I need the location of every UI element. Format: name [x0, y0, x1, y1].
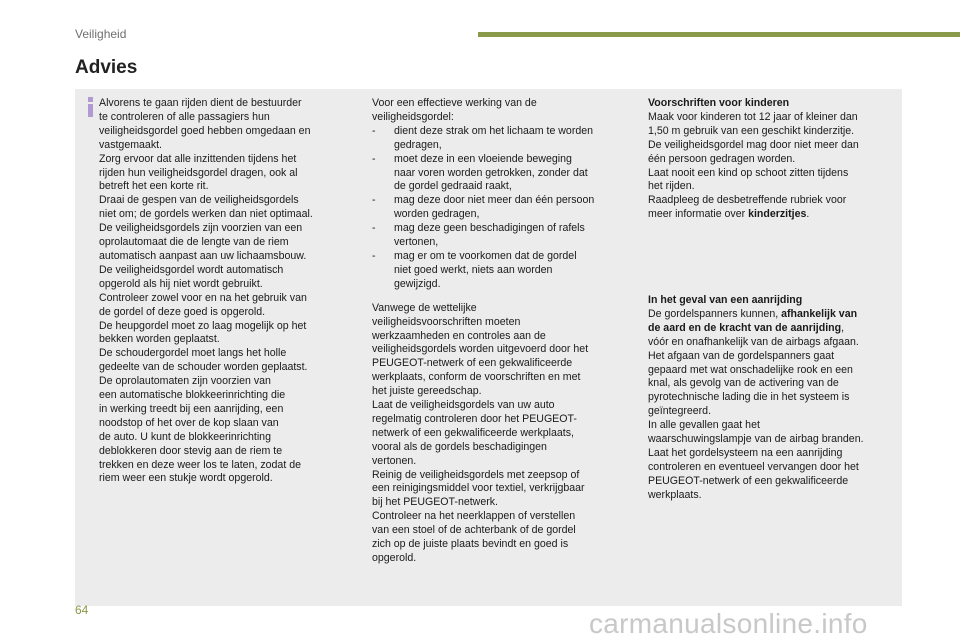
- collision-line: vóór en onafhankelijk van de airbags afgaan.: [648, 335, 859, 348]
- advice-line: te controleren of alle passagiers hun: [99, 110, 270, 123]
- maintenance-line: Vanwege de wettelijke: [372, 301, 477, 314]
- list-item-line: worden gedragen,: [394, 208, 480, 221]
- maintenance-line: het juiste gereedschap.: [372, 385, 482, 398]
- advice-line: automatisch aanpast aan uw lichaamsbouw.: [99, 249, 307, 262]
- collision-block: In het geval van een aanrijding De gordelspanners kunnen, afhankelijk van de aard en de kracht van de aanrijding, vóór en onafhankelijk van de airbags afgaan. Het afgaan van de gordelspanners gaat gepaard met wat onschadelijke rook en een knal, als gevolg van de activering van de pyrotechnische lading die in het systeem is geïntegreerd. In alle gevallen gaat het waarschuwingslampje van de airbag branden. Laat het gordelsysteem na een aanrijding controleren en eventueel vervangen door het PEUGEOT-netwerk of een gekwalificeerde werkplaats.: [648, 294, 900, 503]
- children-rule-line: De veiligheidsgordel mag door niet meer dan: [648, 138, 859, 151]
- maintenance-line: Reinig de veiligheidsgordels met zeepsop of: [372, 468, 580, 481]
- list-item-line: naar voren worden getrokken, zonder dat: [394, 166, 588, 179]
- advice-line: De veiligheidsgordels zijn voorzien van een: [99, 222, 303, 235]
- maintenance-line: een reinigingsmiddel voor textiel, verkrijgbaar: [372, 482, 585, 495]
- collision-line: waarschuwingslampje van de airbag branden.: [648, 433, 864, 446]
- list-item: [372, 222, 630, 250]
- advice-line: in werking treedt bij een aanrijding, een: [99, 402, 284, 415]
- list-item-line: mag deze geen beschadigingen of rafels: [394, 222, 585, 235]
- children-rule-line: Raadpleeg de desbetreffende rubriek voor: [648, 194, 847, 207]
- page-title: Advies: [75, 57, 138, 78]
- header-accent-bar: [478, 32, 960, 37]
- maintenance-line: vertonen.: [372, 454, 417, 467]
- advice-line: riem weer een stukje wordt opgerold.: [99, 472, 273, 485]
- children-rule-line: het rijden.: [648, 180, 695, 193]
- list-item-line: vertonen,: [394, 236, 439, 249]
- maintenance-line: zich op de juiste plaats bevindt en goed is: [372, 538, 569, 551]
- advice-line: veiligheidsgordel goed hebben omgedaan en: [99, 124, 311, 137]
- list-item-line: gedragen,: [394, 138, 442, 151]
- advice-line: Controleer zowel voor en na het gebruik van: [99, 291, 307, 304]
- info-icon: [86, 97, 95, 117]
- advice-line: deblokkeren door stevig aan de riem te: [99, 444, 283, 457]
- advice-line: niet om; de gordels werken dan niet optimaal.: [99, 208, 313, 221]
- watermark: carmanualsonline.info: [589, 608, 868, 639]
- collision-line: Laat het gordelsysteem na een aanrijding: [648, 446, 843, 459]
- advice-line: trekken en deze weer los te laten, zodat de: [99, 458, 301, 471]
- list-item-line: de gordel gedraaid raakt,: [394, 180, 512, 193]
- dash-bullet: -: [372, 249, 376, 262]
- list-item: [372, 125, 630, 153]
- collision-line: Het afgaan van de gordelspanners gaat: [648, 349, 835, 362]
- dash-bullet: -: [372, 222, 376, 235]
- collision-line: werkplaats.: [648, 488, 702, 501]
- advice-line: De schoudergordel moet langs het holle: [99, 347, 287, 360]
- advice-line: rijden hun veiligheidsgordel dragen, ook al: [99, 166, 298, 179]
- collision-line: knal, als gevolg van de activering van de: [648, 377, 839, 390]
- children-rule-line: één persoon gedragen worden.: [648, 152, 796, 165]
- list-item: [372, 153, 630, 195]
- advice-line: Alvorens te gaan rijden dient de bestuurder: [99, 97, 302, 109]
- maintenance-line: PEUGEOT-netwerk of een gekwalificeerde: [372, 357, 573, 370]
- column-belt-usage: [372, 97, 630, 566]
- children-rules-block: [648, 97, 900, 222]
- kinderzitjes-link: kinderzitjes: [748, 208, 807, 221]
- maintenance-line: opgerold.: [372, 552, 417, 564]
- dash-bullet: -: [372, 194, 376, 207]
- list-item-line: mag deze door niet meer dan één persoon: [394, 194, 595, 207]
- dash-bullet: -: [372, 152, 376, 165]
- advice-line: opgerold als hij niet wordt gebruikt.: [99, 277, 263, 290]
- maintenance-line: werkplaats, conform de voorschriften en met: [372, 371, 581, 384]
- advice-line: De heupgordel moet zo laag mogelijk op het: [99, 319, 307, 332]
- maintenance-line: veiligheidsgordels worden uitgevoerd door het: [372, 343, 589, 356]
- belt-usage-list: [372, 125, 630, 292]
- maintenance-line: werkzaamheden en controles aan de: [372, 329, 546, 342]
- maintenance-line: netwerk of een gekwalificeerde werkplaats,: [372, 426, 574, 439]
- list-item-line: mag er om te voorkomen dat de gordel: [394, 249, 577, 262]
- advice-line: De veiligheidsgordel wordt automatisch: [99, 263, 284, 276]
- belt-maintenance-text: [372, 302, 630, 566]
- maintenance-line: regelmatig controleren door het PEUGEOT-: [372, 412, 577, 425]
- maintenance-line: bij het PEUGEOT-netwerk.: [372, 496, 498, 509]
- maintenance-line: Laat de veiligheidsgordels van uw auto: [372, 399, 555, 412]
- advice-line: gedeelte van de schouder worden geplaatst.: [99, 361, 308, 374]
- column-general-advice: [99, 97, 354, 486]
- maintenance-line: van een stoel of de achterbank of de gordel: [372, 524, 576, 537]
- section-label: Veiligheid: [75, 27, 127, 41]
- collision-line: PEUGEOT-netwerk of een gekwalificeerde: [648, 474, 849, 487]
- collision-line: controleren en eventueel vervangen door het: [648, 460, 859, 473]
- list-item: [372, 250, 630, 292]
- collision-line: geïntegreerd.: [648, 405, 712, 418]
- collision-line: gepaard met wat onschadelijke rook en een: [648, 363, 853, 376]
- list-item-line: moet deze in een vloeiende beweging: [394, 152, 572, 165]
- maintenance-line: vooral als de gordels beschadigingen: [372, 440, 547, 453]
- advice-line: Zorg ervoor dat alle inzittenden tijdens het: [99, 152, 297, 165]
- children-rule-line: 1,50 m gebruik van een geschikt kinderzitje.: [648, 124, 855, 137]
- children-rule-line: Maak voor kinderen tot 12 jaar of kleiner dan: [648, 110, 858, 123]
- advice-line: bekken worden geplaatst.: [99, 333, 220, 346]
- children-rules-last-line: meer informatie over kinderzitjes.: [648, 208, 810, 221]
- advice-line: de auto. U kunt de blokkeerinrichting: [99, 430, 271, 443]
- collision-line: In alle gevallen gaat het: [648, 419, 760, 432]
- list-item-line: niet goed werkt, niets aan worden: [394, 263, 553, 276]
- advice-line: De oprolautomaten zijn voorzien van: [99, 375, 271, 388]
- collision-heading: In het geval van een aanrijding: [648, 294, 803, 306]
- dash-bullet: -: [372, 124, 376, 137]
- intro-line: Voor een effectieve werking van de: [372, 97, 537, 109]
- maintenance-line: veiligheidsvoorschriften moeten: [372, 315, 521, 328]
- maintenance-line: Controleer na het neerklappen of verstellen: [372, 510, 576, 523]
- advice-line: betreft het een korte rit.: [99, 180, 209, 193]
- advice-line: vastgemaakt.: [99, 138, 163, 151]
- children-rule-line: Laat nooit een kind op schoot zitten tijdens: [648, 166, 849, 179]
- intro-line: veiligheidsgordel:: [372, 110, 454, 123]
- advice-line: een automatische blokkeerinrichting die: [99, 389, 286, 402]
- list-item-line: dient deze strak om het lichaam te worden: [394, 124, 594, 137]
- belt-usage-intro: [372, 97, 630, 125]
- advice-line: de gordel of deze goed is opgerold.: [99, 305, 266, 318]
- advice-line: Draai de gespen van de veiligheidsgordels: [99, 194, 299, 207]
- advice-line: oprolautomaat die de lengte van de riem: [99, 236, 289, 249]
- collision-line: pyrotechnische lading die in het systeem is: [648, 391, 850, 404]
- list-item-line: gewijzigd.: [394, 277, 441, 290]
- list-item: [372, 194, 630, 222]
- advice-line: noodstop of het over de kop slaan van: [99, 416, 279, 429]
- page-number: 64: [75, 603, 89, 617]
- children-rules-heading: Voorschriften voor kinderen: [648, 97, 790, 109]
